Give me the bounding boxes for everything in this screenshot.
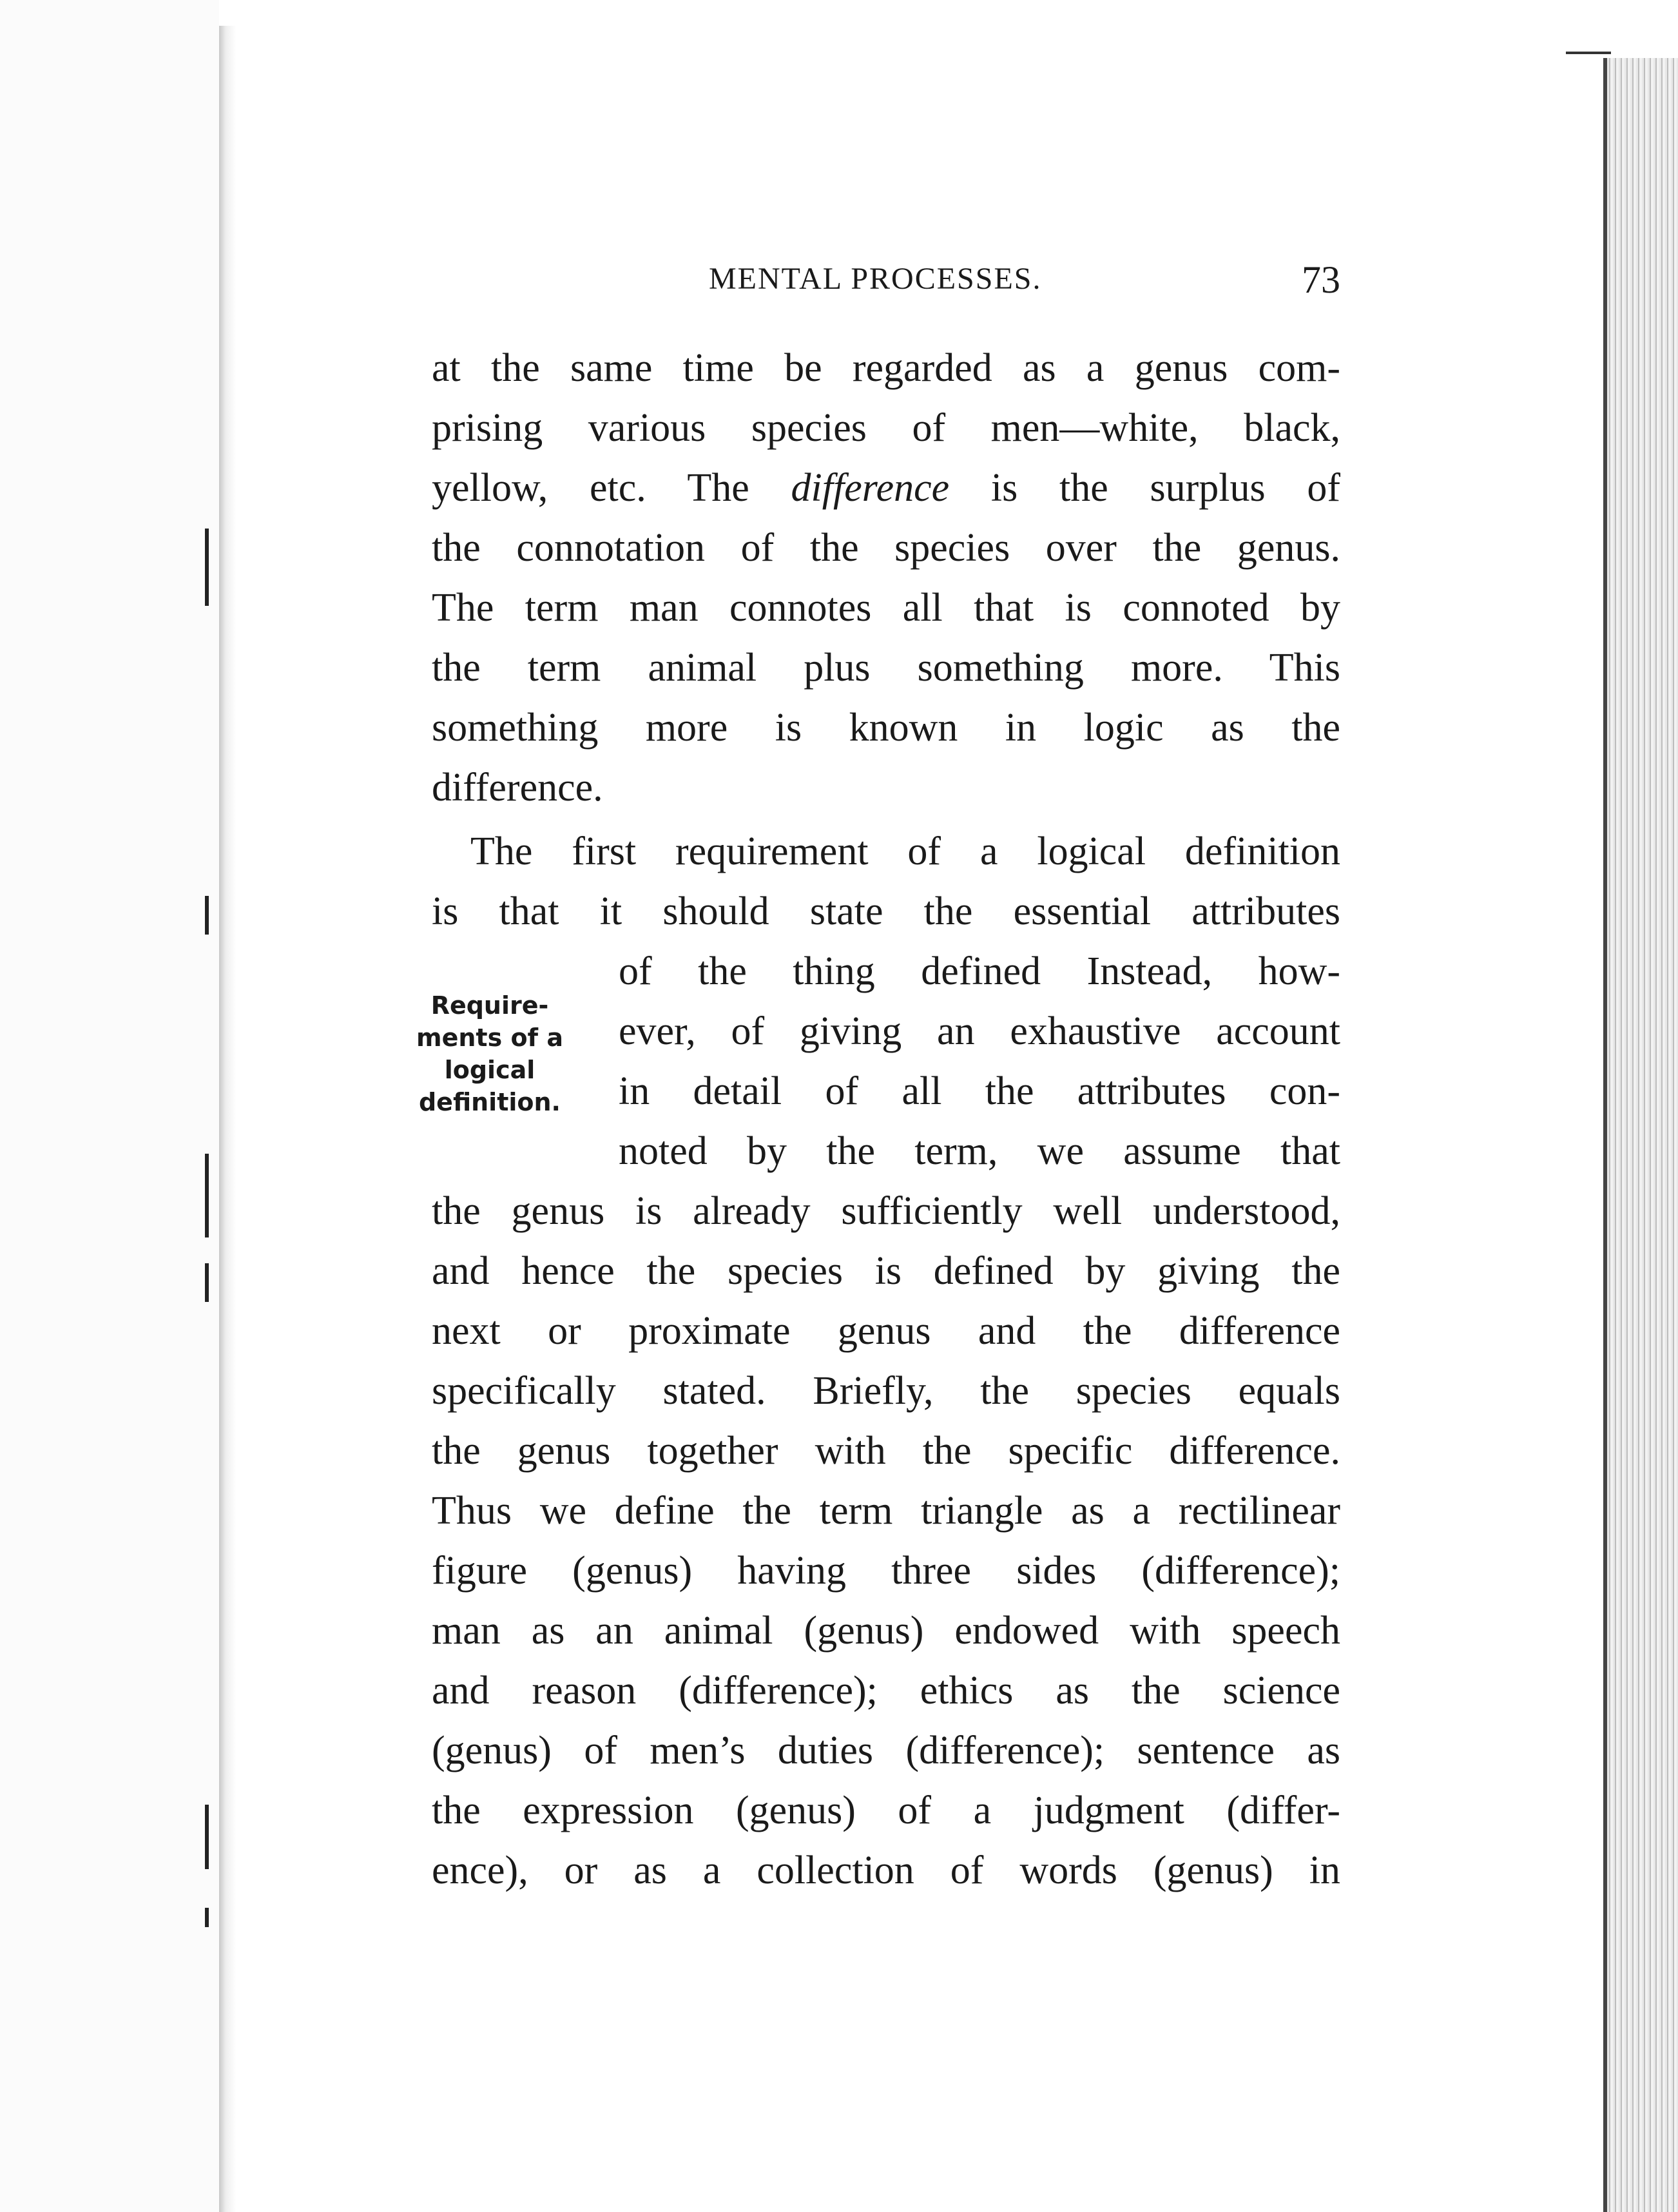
text-line: specifically stated. Briefly, the species equals [432,1369,1340,1413]
text-line: something more is known in logic as the [432,706,1340,750]
scan-artifact [1566,52,1611,54]
text-line: and reason (difference); ethics as the science [432,1669,1340,1712]
text-line: next or proximate genus and the difference [432,1309,1340,1353]
gutter-mark [205,1154,209,1237]
text-line: is that it should state the essential attributes [432,889,1340,933]
gutter-mark [205,1805,209,1869]
emphasis-difference: difference [791,466,950,510]
text-fragment: is the surplus of [990,466,1341,510]
text-line: the expression (genus) of a judgment (differ- [432,1789,1340,1832]
book-gutter [219,26,236,2212]
text-line: prising various species of men—white, black, [432,406,1340,450]
text-fragment: The [687,466,749,510]
text-line: The term man connotes all that is connoted by [432,586,1340,630]
text-line: difference. [432,766,603,810]
margin-note-line: definition. [418,1088,561,1116]
gutter-mark [205,1908,209,1927]
text-line: figure (genus) having three sides (difference); [432,1549,1340,1593]
page-number: 73 [1302,258,1340,301]
text-line: in detail of all the attributes con- [619,1069,1340,1113]
text-line: the connotation of the species over the genus. [432,526,1340,570]
text-line: of the thing defined Instead, how- [619,949,1340,993]
text-line: noted by the term, we assume that [619,1129,1340,1173]
gutter-mark [205,1263,209,1302]
text-line: Thus we define the term triangle as a rectilinear [432,1489,1340,1533]
text-line: and hence the species is defined by giving the [432,1249,1340,1293]
margin-note-line: Require- [430,991,549,1020]
text-line: the genus together with the specific difference. [432,1429,1340,1473]
text-line: ence), or as a collection of words (genus) in [432,1848,1340,1892]
text-line [432,468,1340,508]
text-line: (genus) of men’s duties (difference); sentence as [432,1729,1340,1772]
facing-page [0,0,219,2212]
running-head: MENTAL PROCESSES. [709,262,1042,296]
text-line: man as an animal (genus) endowed with speech [432,1609,1340,1653]
text-line: at the same time be regarded as a genus com- [432,346,1340,390]
text-fragment: yellow, etc. [432,466,646,510]
margin-note-line: logical [444,1056,535,1084]
margin-note-line: ments of a [416,1024,563,1052]
page-stack-edge [1603,58,1678,2212]
gutter-mark [205,896,209,935]
text-line: the genus is already sufficiently well understood, [432,1189,1340,1233]
text-line: the term animal plus something more. This [432,646,1340,690]
gutter-mark [205,529,209,606]
margin-note [387,989,593,1118]
text-line: The first requirement of a logical definition [470,830,1340,873]
text-line: ever, of giving an exhaustive account [619,1009,1340,1053]
